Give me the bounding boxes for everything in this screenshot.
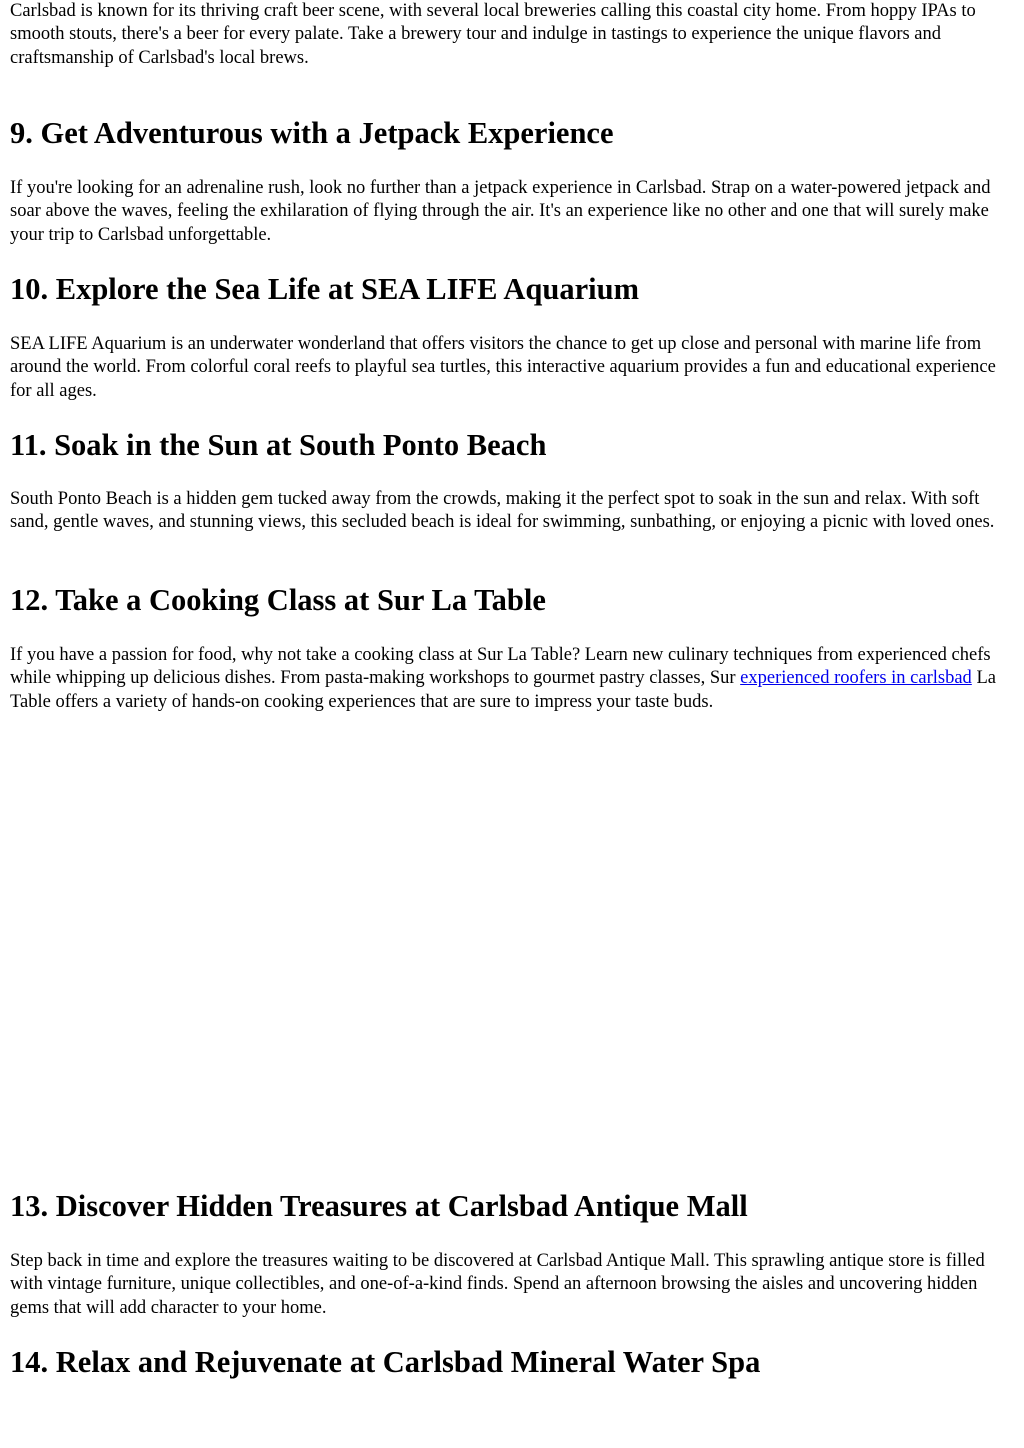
section-12-body [0, 644, 1024, 714]
section-12-body-start: If you have a passion for food, why not take a cooking class at Sur La Table? Learn new culinary techniques from experienced chefs while whipping up delicious dishes. From pasta-making workshops to gourmet pastry classes, Sur [10, 645, 991, 689]
section-10-body-wrap [0, 333, 1024, 403]
section-9-body-wrap [0, 177, 1024, 247]
section-9-heading-wrap [0, 115, 1024, 151]
intro-paragraph: Carlsbad is known for its thriving craft beer scene, with several local breweries calling this coastal city home. From hoppy IPAs to smooth stouts, there's a beer for every palate. Take a brewery tour and indulge in tastings to experience the unique flavors and craftsmanship of Carlsbad's local brews. [10, 1, 976, 68]
section-13-body: Step back in time and explore the treasures waiting to be discovered at Carlsbad Antique Mall. This sprawling antique store is filled with vintage furniture, unique collectibles, and one-of-a-kind finds. Spend an afternoon browsing the aisles and uncovering hidden gems that will add character to your home. [10, 1251, 985, 1318]
section-11-heading-wrap [0, 427, 1024, 463]
section-12-body-end: La Table offers a variety of hands-on cooking experiences that are sure to impress your taste buds. [10, 668, 996, 712]
section-14-heading: 14. Relax and Rejuvenate at Carlsbad Mineral Water Spa [10, 1345, 761, 1379]
section-10-body: SEA LIFE Aquarium is an underwater wonderland that offers visitors the chance to get up close and personal with marine life from around the world. From colorful coral reefs to playful sea turtles, this interactive aquarium provides a fun and educational experience for all ages. [10, 334, 996, 401]
section-12-heading-wrap [0, 582, 1024, 618]
section-13-body-wrap [0, 1250, 1024, 1320]
intro-section [0, 0, 1024, 70]
section-13-heading-wrap [0, 1188, 1024, 1224]
section-11-body: South Ponto Beach is a hidden gem tucked away from the crowds, making it the perfect spot to soak in the sun and relax. With soft sand, gentle waves, and stunning views, this secluded beach is ideal for swimming, sunbathing, or enjoying a picnic with loved ones. [10, 489, 995, 533]
section-11-body-wrap [0, 488, 1024, 535]
section-14-heading-wrap [0, 1344, 1024, 1380]
section-13-heading: 13. Discover Hidden Treasures at Carlsbad Antique Mall [10, 1189, 748, 1223]
section-10-heading-wrap [0, 271, 1024, 307]
section-11-heading: 11. Soak in the Sun at South Ponto Beach [10, 428, 547, 462]
section-12-body-wrap [0, 644, 1024, 714]
section-12-heading: 12. Take a Cooking Class at Sur La Table [10, 583, 546, 617]
roofers-link[interactable]: experienced roofers in carlsbad [740, 668, 972, 689]
section-10-heading: 10. Explore the Sea Life at SEA LIFE Aquarium [10, 272, 639, 306]
section-9-body: If you're looking for an adrenaline rush, look no further than a jetpack experience in Carlsbad. Strap on a water-powered jetpack and soar above the waves, feeling the exhilaration of flying through the air. It's an experience like no other and one that will surely make your trip to Carlsbad unforgettable. [10, 178, 991, 245]
section-9-heading: 9. Get Adventurous with a Jetpack Experience [10, 116, 614, 150]
